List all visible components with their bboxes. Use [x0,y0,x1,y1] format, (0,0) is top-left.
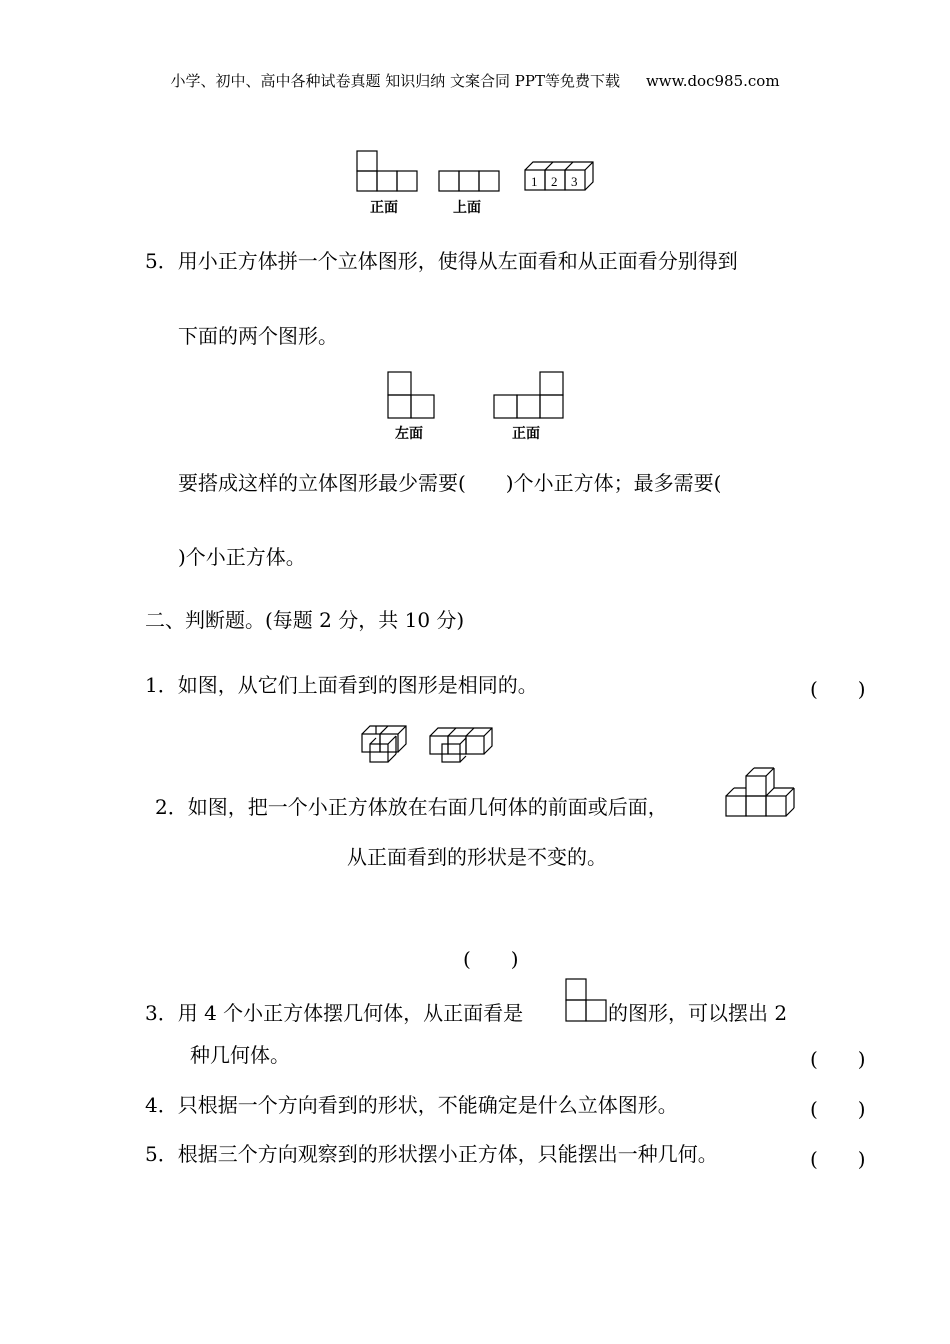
judge-q3-line2: 种几何体。 [190,1043,290,1067]
section2-title: 二、判断题。(每题 2 分，共 10 分) [145,608,465,632]
judge-q3-part1: 3．用 4 个小正方体摆几何体，从正面看是 [145,1001,524,1025]
judge-q1: 1．如图，从它们上面看到的图形是相同的。 [145,673,538,697]
judge-q1-figure-left [360,720,416,764]
judge-q2-line2: 从正面看到的形状是不变的。 [347,845,607,869]
fill-q5-answer-line1: 要搭成这样的立体图形最少需要( )个小正方体；最多需要( [178,471,722,495]
cube-row-3d-figure [524,160,598,192]
judge-q2-blank[interactable]: ( ) [463,947,519,971]
top-view-figure [438,170,502,192]
judge-q2-figure [724,766,796,820]
judge-q4-blank[interactable]: ( ) [810,1097,866,1121]
cube-label-1: 1 [531,174,538,189]
cube-label-2: 2 [551,174,558,189]
top-view-caption: 上面 [453,200,481,216]
judge-q3-part2: 的图形，可以摆出 2 [608,1001,788,1025]
cube-label-3: 3 [571,174,578,189]
header-url: www.doc985.com [645,72,780,90]
front-view-figure-q5 [492,371,566,419]
judge-q3-blank[interactable]: ( ) [810,1047,866,1071]
front-view-caption: 正面 [370,200,398,216]
judge-q1-blank[interactable]: ( ) [810,677,866,701]
judge-q3-figure [565,978,609,1022]
left-view-caption: 左面 [395,426,423,442]
fill-q5-line2: 下面的两个图形。 [178,324,338,348]
fill-q5-answer-line2: )个小正方体。 [178,545,306,569]
judge-q5: 5．根据三个方向观察到的形状摆小正方体，只能摆出一种几何。 [145,1142,718,1166]
front-view-figure [355,150,419,192]
judge-q4: 4．只根据一个方向看到的形状，不能确定是什么立体图形。 [145,1093,678,1117]
left-view-figure [386,371,436,419]
fill-q5-line1: 5．用小正方体拼一个立体图形，使得从左面看和从正面看分别得到 [145,249,738,273]
page-header [0,70,950,91]
judge-q5-blank[interactable]: ( ) [810,1147,866,1171]
front-view-caption-q5: 正面 [512,426,540,442]
judge-q1-figure-right [428,722,498,766]
judge-q2-line1: 2．如图，把一个小正方体放在右面几何体的前面或后面， [155,795,668,819]
header-text: 小学、初中、高中各种试卷真题 知识归纳 文案合同 PPT等免费下载 [170,72,620,90]
